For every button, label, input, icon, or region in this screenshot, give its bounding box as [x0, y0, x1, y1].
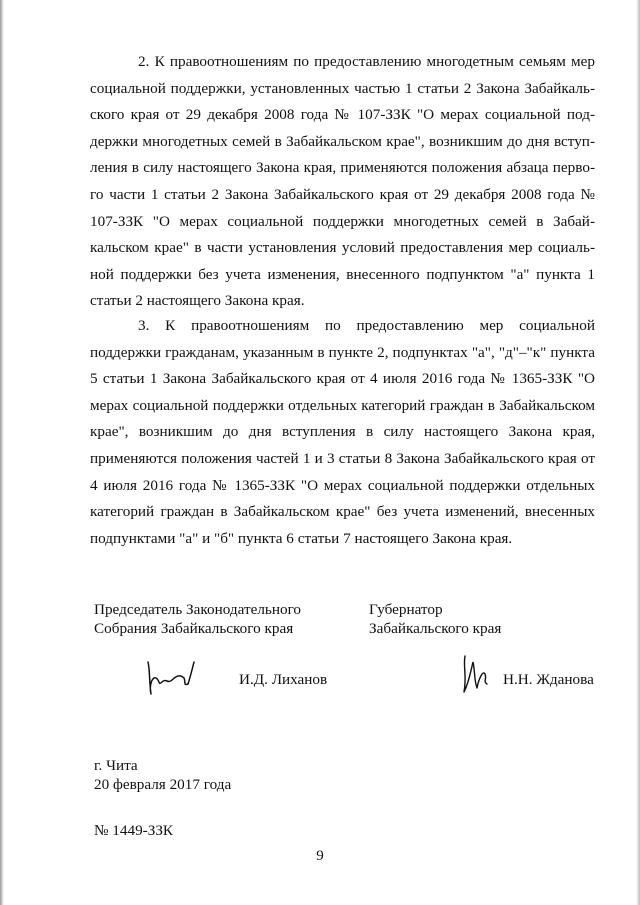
chair-title-line-1: Председатель Законодательного [94, 601, 302, 618]
law-number: № 1449-ЗЗК [94, 822, 174, 839]
governor-name: Н.Н. Жданова [503, 671, 594, 688]
paragraph-3: 3. К правоотношениям по предоставлению мер социальной поддержки гражданам, указанным в пункте 2, подпунктах "а", "д"–"к" пункта 5 статьи 1 Закона Забайкальского края от 4 июля 2016 года № 1365-ЗЗК "О мерах социальной поддержки отдельных категорий граждан в Забайкальском крае", возникшим до дня вступления в силу настоящего Закона края, применяются положения частей 1 и 3 статьи 8 Закона Забайкальского края от 4 июля 2016 года № 1365-ЗЗК "О мерах социальной поддержки отдельных категорий граждан в Забайкальском крае" без учета изменений, внесенных подпунктами "а" и "б" пункта 6 статьи 7 настоящего Закона края. [90, 317, 595, 547]
scan-left-edge [0, 0, 4, 905]
governor-signature-icon [455, 652, 495, 696]
governor-title [369, 600, 589, 638]
governor-title-line-1: Губернатор [369, 601, 443, 618]
chair-title [94, 600, 344, 638]
chair-name: И.Д. Лиханов [239, 671, 328, 688]
page-number: 9 [316, 848, 324, 864]
signing-date: 20 февраля 2017 года [94, 776, 232, 793]
scan-right-edge [636, 0, 640, 905]
chair-title-line-2: Собрания Забайкальского края [94, 620, 294, 637]
chair-signature-icon [140, 656, 202, 698]
city: г. Чита [94, 757, 138, 774]
paragraph-2: 2. К правоотношениям по предоставлению многодетным семьям мер социальной поддержки, установленных частью 1 статьи 2 Закона Забайкальского края от 29 декабря 2008 года № 107-ЗЗК "О мерах социальной поддержки многодетных семей в Забайкальском крае", возникшим до дня вступления в силу настоящего Закона края, применяются положения абзаца первого части 1 статьи 2 Закона Забайкальского края от 29 декабря 2008 года № 107-ЗЗК "О мерах социальной поддержки многодетных семей в Забайкальском крае" в части установления условий предоставления мер социальной поддержки без учета изменения, внесенного подпунктом "а" пункта 1 статьи 2 настоящего Закона края. [90, 53, 595, 310]
governor-title-line-2: Забайкальского края [369, 620, 502, 637]
